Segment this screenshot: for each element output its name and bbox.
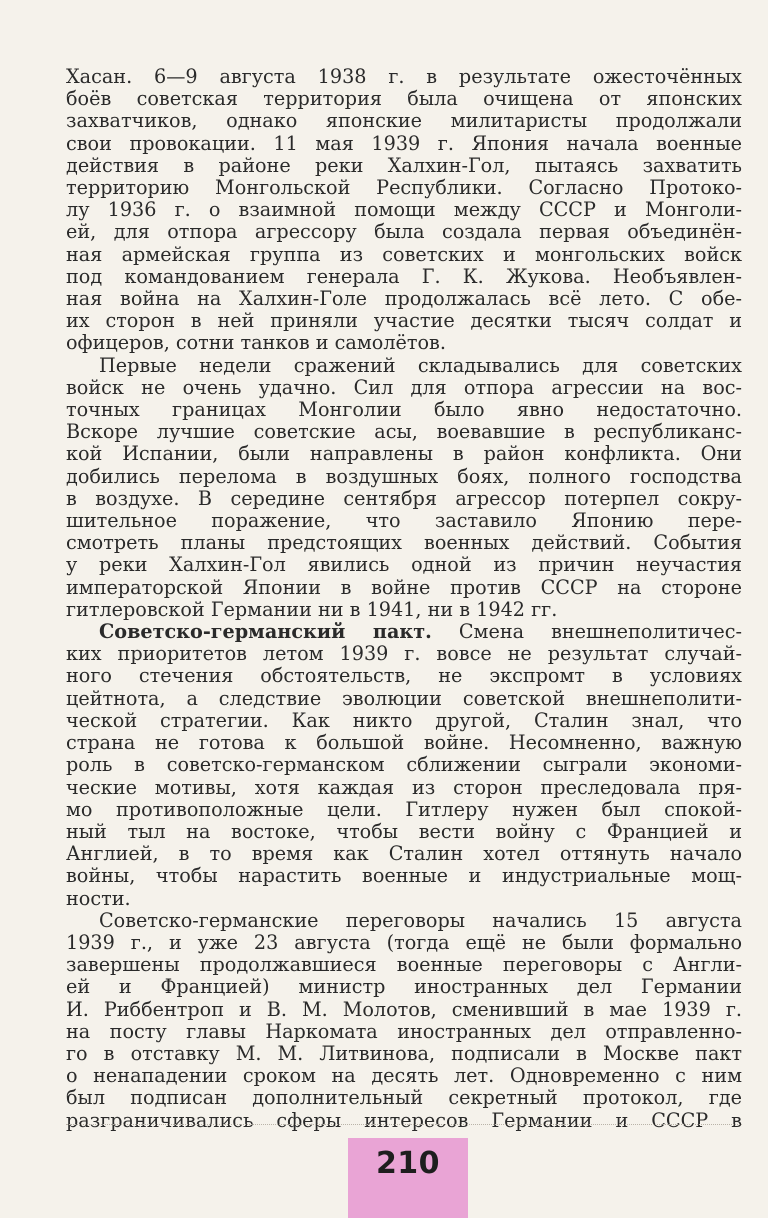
text-line: ей и Францией) министр иностранных дел Германии xyxy=(66,975,742,999)
text-line: их сторон в ней приняли участие десятки тысяч солдат и xyxy=(66,309,742,333)
text-line: кой Испании, были направлены в район конфликта. Они xyxy=(66,442,742,466)
text-line: свои провокации. 11 мая 1939 г. Япония начала военные xyxy=(66,131,742,155)
text-line: Вскоре лучшие советские асы, воевавшие в республиканс- xyxy=(66,420,742,444)
text-line: действия в районе реки Халхин-Гол, пытаясь захватить xyxy=(66,153,742,177)
text-line: страна не готова к большой войне. Несомненно, важную xyxy=(66,731,742,755)
text-line: ческие мотивы, хотя каждая из сторон преследовала пря- xyxy=(66,775,742,799)
text-line: на посту главы Наркомата иностранных дел отправленно- xyxy=(66,1019,742,1043)
text-line: ная армейская группа из советских и монгольских войск xyxy=(66,242,742,266)
text-line: роль в советско-германском сближении сыграли экономи- xyxy=(66,753,742,777)
text-line: разграничивались сферы интересов Германии и СССР в xyxy=(66,1108,742,1132)
text-line: боёв советская территория была очищена от японских xyxy=(66,87,742,111)
footer-divider xyxy=(66,1124,742,1125)
text-run: Смена внешнеполитичес- xyxy=(431,620,742,644)
text-line: территорию Монгольской Республики. Согласно Протоко- xyxy=(66,176,742,200)
text-line: Первые недели сражений складывались для советских xyxy=(99,353,742,377)
text-line: мо противоположные цели. Гитлеру нужен был спокой- xyxy=(66,797,742,821)
text-line: смотреть планы предстоящих военных действий. События xyxy=(66,531,742,555)
text-line: императорской Японии в войне против СССР на стороне xyxy=(66,575,742,599)
text-line: цейтнота, а следствие эволюции советской внешнеполити- xyxy=(66,686,742,710)
paragraph-soviet-german-pact xyxy=(66,621,742,910)
text-line: 1939 г., и уже 23 августа (тогда ещё не были формально xyxy=(66,930,742,954)
body-text xyxy=(66,66,742,1132)
text-line: точных границах Монголии было явно недостаточно. xyxy=(66,398,742,422)
text-line: у реки Халхин-Гол явились одной из причин неучастия xyxy=(66,553,742,577)
text-line: добились перелома в воздушных боях, полного господства xyxy=(66,464,742,488)
text-line: захватчиков, однако японские милитаристы продолжали xyxy=(66,109,742,133)
text-line: ей, для отпора агрессору была создала первая объединён- xyxy=(66,220,742,244)
text-line: И. Риббентроп и В. М. Молотов, сменивший в мае 1939 г. xyxy=(66,997,742,1021)
text-line: под командованием генерала Г. К. Жукова. Необъявлен- xyxy=(66,264,742,288)
text-line: ких приоритетов летом 1939 г. вовсе не результат случай- xyxy=(66,642,742,666)
text-line: Хасан. 6—9 августа 1938 г. в результате ожесточённых xyxy=(66,65,742,88)
page-number: 210 xyxy=(375,1146,441,1181)
text-line: ческой стратегии. Как никто другой, Сталин знал, что xyxy=(66,708,742,732)
text-line: ный тыл на востоке, чтобы вести войну с Францией и xyxy=(66,819,742,843)
page-number-tab xyxy=(348,1138,468,1218)
text-line: был подписан дополнительный секретный протокол, где xyxy=(66,1086,742,1110)
text-line: лу 1936 г. о взаимной помощи между СССР и Монголи- xyxy=(66,198,742,222)
text-line: Англией, в то время как Сталин хотел оттянуть начало xyxy=(66,842,742,866)
text-line: о ненападении сроком на десять лет. Одновременно с ним xyxy=(66,1064,742,1088)
text-line: ного стечения обстоятельств, не экспромт в условиях xyxy=(66,664,742,688)
text-line: завершены продолжавшиеся военные переговоры с Англи- xyxy=(66,953,742,977)
text-line: офицеров, сотни танков и самолётов. xyxy=(66,331,446,355)
text-line: ности. xyxy=(66,886,131,910)
paragraph-khalkhin-gol xyxy=(66,66,742,355)
text-line: в воздухе. В середине сентября агрессор потерпел сокру- xyxy=(66,486,742,510)
section-heading-inline: Советско-германский пакт. xyxy=(99,620,432,644)
paragraph-negotiations xyxy=(66,910,742,1132)
text-line: Советско-германские переговоры начались 15 августа xyxy=(99,908,742,932)
text-line: гитлеровской Германии ни в 1941, ни в 1942 гг. xyxy=(66,597,558,621)
text-line: войны, чтобы нарастить военные и индустриальные мощ- xyxy=(66,864,742,888)
text-line: ная война на Халхин-Голе продолжалась всё лето. С обе- xyxy=(66,287,742,311)
text-line: войск не очень удачно. Сил для отпора агрессии на вос- xyxy=(66,375,742,399)
text-line: шительное поражение, что заставило Японию пере- xyxy=(66,509,742,533)
text-line: го в отставку М. М. Литвинова, подписали в Москве пакт xyxy=(66,1041,742,1065)
paragraph-first-weeks xyxy=(66,355,742,621)
text-line xyxy=(66,621,742,643)
